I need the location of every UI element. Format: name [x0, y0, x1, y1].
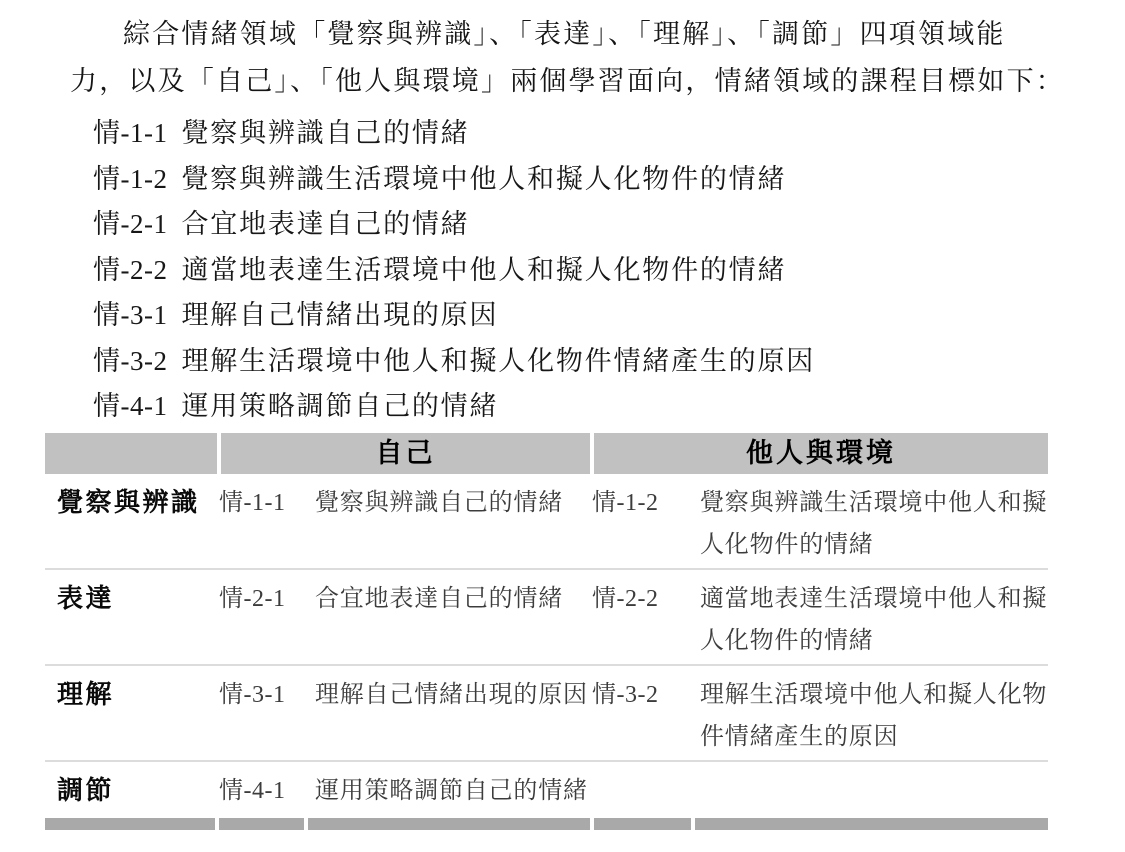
objective-item: [93, 202, 1125, 248]
others-code-cell: 情-2-2: [592, 586, 659, 612]
curriculum-table: [45, 433, 1048, 830]
objective-item: [93, 339, 1125, 385]
footer-segment: [219, 818, 304, 830]
others-desc-cell: 適當地表達生活環境中他人和擬人化物件的情緒: [700, 586, 1048, 654]
others-desc-cell: 理解生活環境中他人和擬人化物件情緒產生的原因: [700, 682, 1048, 750]
self-code-cell: 情-3-1: [219, 682, 286, 708]
objective-code: 情-3-1: [93, 300, 168, 330]
intro-paragraph: [0, 0, 1125, 105]
ability-cell: 表達: [57, 584, 115, 613]
objective-code: 情-1-1: [93, 118, 168, 148]
intro-line-1: 綜合情緒領域「覺察與辨識」、「表達」、「理解」、「調節」四項領域能: [123, 19, 1006, 49]
footer-segment: [45, 818, 215, 830]
objective-text: 運用策略調節自己的情緒: [181, 391, 499, 421]
others-desc-cell: [690, 770, 1048, 812]
objective-item: [93, 111, 1125, 157]
header-cell-self: 自己: [221, 433, 590, 474]
objective-item: [93, 157, 1125, 203]
ability-cell: 調節: [57, 776, 115, 805]
self-code-cell: 情-2-1: [219, 586, 286, 612]
objectives-list: [93, 111, 1125, 430]
others-code-cell: 情-3-2: [592, 682, 659, 708]
objective-item: [93, 248, 1125, 294]
others-code-cell: [590, 770, 690, 812]
self-desc-cell: 合宜地表達自己的情緒: [315, 586, 563, 612]
header-cell-empty: [45, 433, 217, 474]
objective-code: 情-3-2: [93, 345, 168, 376]
objective-text: 適當地表達生活環境中他人和擬人化物件的情緒: [181, 254, 787, 285]
ability-cell: 理解: [57, 680, 115, 709]
self-code-cell: 情-4-1: [219, 778, 286, 804]
objective-code: 情-4-1: [93, 391, 168, 421]
objective-code: 情-1-2: [93, 163, 168, 194]
self-desc-cell: 覺察與辨識自己的情緒: [315, 490, 563, 516]
others-desc-cell: 覺察與辨識生活環境中他人和擬人化物件的情緒: [700, 490, 1048, 558]
table-row: [45, 664, 1048, 760]
self-code-cell: 情-1-1: [219, 490, 286, 516]
table-header-row: [45, 433, 1048, 474]
footer-segment: [695, 818, 1048, 830]
objective-item: [93, 384, 1125, 430]
table-footer-bar: [45, 818, 1048, 830]
header-cell-others: 他人與環境: [594, 433, 1048, 474]
objective-text: 理解生活環境中他人和擬人化物件情緒產生的原因: [181, 345, 816, 376]
footer-segment: [308, 818, 590, 830]
table-row: [45, 760, 1048, 814]
objective-text: 覺察與辨識自己的情緒: [181, 118, 470, 148]
self-desc-cell: 理解自己情緒出現的原因: [315, 682, 588, 708]
objective-text: 理解自己情緒出現的原因: [181, 300, 499, 330]
intro-line-2: 力，以及「自己」、「他人與環境」兩個學習面向，情緒領域的課程目標如下：: [70, 66, 1065, 96]
objective-item: [93, 293, 1125, 339]
footer-segment: [594, 818, 691, 830]
objective-code: 情-2-1: [93, 209, 168, 239]
table-row: [45, 568, 1048, 664]
table-row: [45, 474, 1048, 568]
self-desc-cell: 運用策略調節自己的情緒: [315, 778, 588, 804]
objective-code: 情-2-2: [93, 254, 168, 285]
objective-text: 合宜地表達自己的情緒: [181, 209, 470, 239]
objective-text: 覺察與辨識生活環境中他人和擬人化物件的情緒: [181, 163, 787, 194]
others-code-cell: 情-1-2: [592, 490, 659, 516]
ability-cell: 覺察與辨識: [57, 488, 200, 517]
